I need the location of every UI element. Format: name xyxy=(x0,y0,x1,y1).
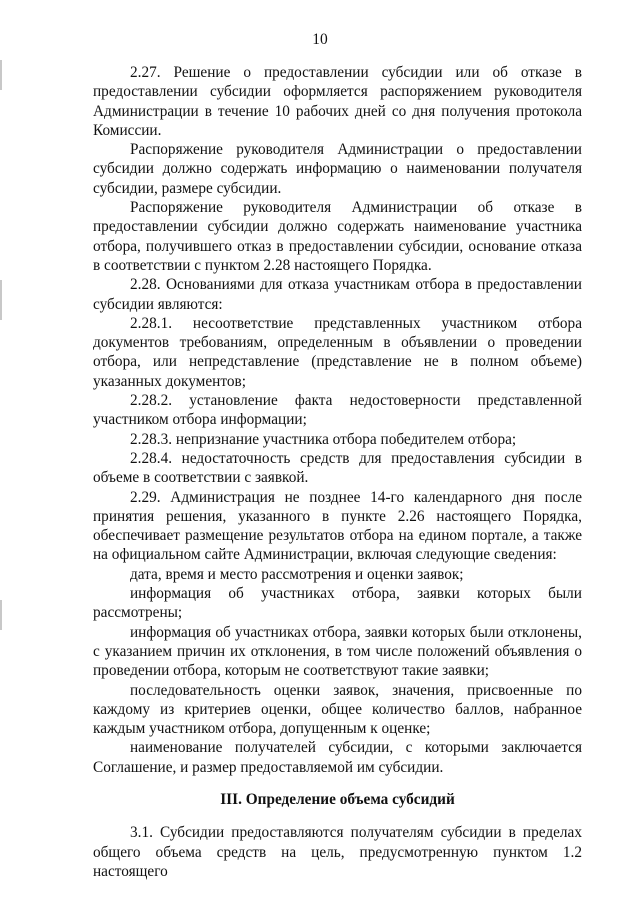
document-body xyxy=(93,63,582,881)
paragraph-2-27: 2.27. Решение о предоставлении субсидии или об отказе в предоставлении субсидии оформляется распоряжением руководителя Администрации в течение 10 рабочих дней со дня получения протокола Комиссии. xyxy=(93,64,582,139)
page-number: 10 xyxy=(312,31,328,48)
paragraph-3-1: 3.1. Субсидии предоставляются получателям субсидии в пределах общего объема средств на цель, предусмотренную пунктом 1.2 настоящего xyxy=(93,824,582,880)
paragraph-2-28: 2.28. Основаниями для отказа участникам отбора в предоставлении субсидии являются: xyxy=(93,276,582,313)
list-item-rejected-participants: информация об участниках отбора, заявки которых были отклонены, с указанием причин их отклонения, в том числе положений объявления о проведении отбора, которым не соответствуют такие заявки; xyxy=(93,623,582,680)
paragraph-2-28-1: 2.28.1. несоответствие представленных участником отбора документов требованиям, определенным в объявлении о проведении отбора, или непредставление (представление не в полном объеме) указанных документов; xyxy=(93,314,582,390)
scan-edge-mark xyxy=(0,60,2,90)
paragraph-2-28-2: 2.28.2. установление факта недостоверности представленной участником отбора информации; xyxy=(93,392,582,429)
list-item-considered-participants: информация об участниках отбора, заявки которых были рассмотрены; xyxy=(93,585,582,622)
scan-edge-mark xyxy=(0,280,2,320)
paragraph-2-29: 2.29. Администрация не позднее 14-го календарного дня после принятия решения, указанного в пункте 2.26 настоящего Порядка, обеспечивает размещение результатов отбора на едином портале, а также на официальном сайте Администрации, включая следующие сведения: xyxy=(93,488,582,564)
list-item-evaluation-sequence: последовательность оценки заявок, значения, присвоенные по каждому из критериев оценки, общее количество баллов, набранное каждым участником отбора, допущенным к оценке; xyxy=(93,681,582,738)
paragraph-2-28-3: 2.28.3. непризнание участника отбора победителем отбора; xyxy=(130,430,517,448)
list-item-recipients: наименование получателей субсидии, с которыми заключается Соглашение, и размер предоставляемой им субсидии. xyxy=(93,739,582,776)
paragraph-order-grant: Распоряжение руководителя Администрации о предоставлении субсидии должно содержать информацию о наименовании получателя субсидии, размере субсидии. xyxy=(93,141,582,197)
list-item-date-time-place: дата, время и место рассмотрения и оценки заявок; xyxy=(130,565,464,583)
paragraph-order-refusal: Распоряжение руководителя Администрации об отказе в предоставлении субсидии должно содержать наименование участника отбора, получившего отказ в предоставлении субсидии, основание отказа в соответствии с пунктом 2.28 настоящего Порядка. xyxy=(93,199,582,274)
section-heading: III. Определение объема субсидий xyxy=(220,790,455,808)
scan-edge-mark xyxy=(0,600,2,630)
paragraph-2-28-4: 2.28.4. недостаточность средств для предоставления субсидии в объеме в соответствии с заявкой. xyxy=(93,449,582,487)
